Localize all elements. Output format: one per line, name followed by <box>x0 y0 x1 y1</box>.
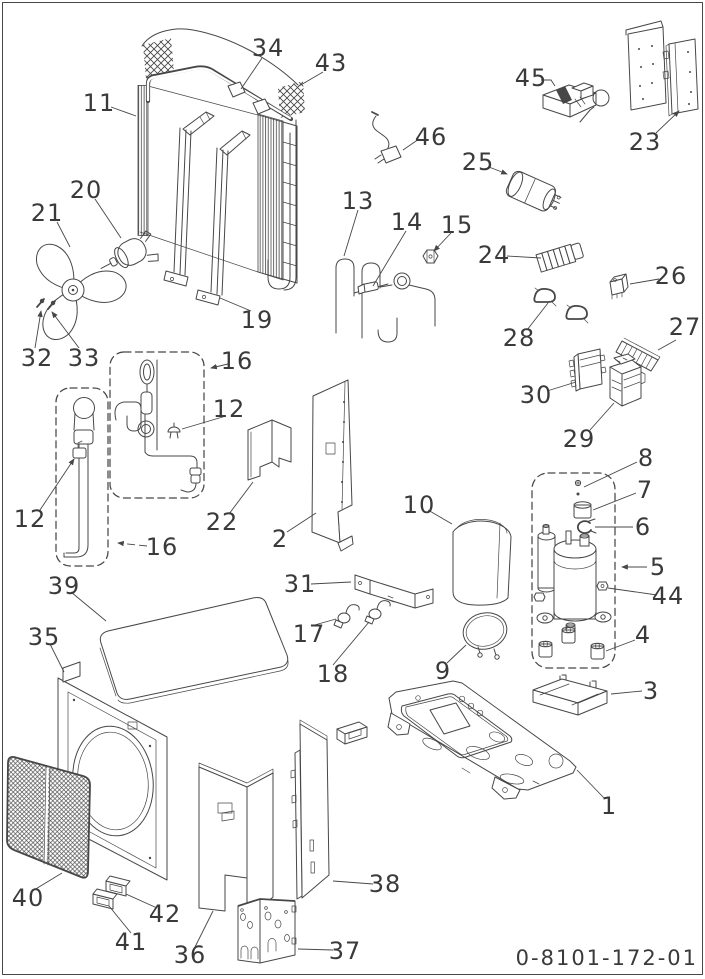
part-label-34: 34 <box>251 34 285 62</box>
part-16-capillary-assembly <box>110 352 204 498</box>
part-3-compressor-bracket <box>533 675 607 715</box>
drawing-number: 0-8101-172-01 <box>515 946 698 970</box>
part-6-clamp <box>578 519 596 533</box>
part-label-13: 13 <box>341 187 375 215</box>
part-label-46: 46 <box>414 123 448 151</box>
part-36-side-panel <box>199 763 273 920</box>
part-label-33: 33 <box>67 344 101 372</box>
part-label-20: 20 <box>69 176 103 204</box>
part-label-28: 28 <box>502 324 536 352</box>
part-label-41: 41 <box>114 928 148 956</box>
part-label-9: 9 <box>434 657 452 685</box>
part-14-valve-fitting <box>358 281 379 294</box>
part-label-36: 36 <box>173 941 207 969</box>
part-label-38: 38 <box>368 870 402 898</box>
part-label-18: 18 <box>316 660 350 688</box>
part-label-22: 22 <box>205 508 239 536</box>
part-39-top-cover <box>100 598 288 704</box>
part-label-4: 4 <box>634 621 652 649</box>
part-label-5: 5 <box>649 553 667 581</box>
part-29-contactor <box>610 354 645 406</box>
part-9-lead-wire <box>459 608 510 659</box>
part-24-terminal-board <box>536 242 584 272</box>
part-26-relay <box>610 274 628 299</box>
part-label-6: 6 <box>634 513 652 541</box>
part-label-37: 37 <box>328 937 362 965</box>
part-label-27: 27 <box>668 313 702 341</box>
part-13-pipe-assembly <box>336 259 435 342</box>
part-label-19: 19 <box>240 306 274 334</box>
part-label-39: 39 <box>47 572 81 600</box>
part-label-16b: 16 <box>220 347 254 375</box>
part-label-16a: 16 <box>145 533 179 561</box>
part-25-capacitor <box>504 169 564 216</box>
part-12-sensor-b <box>168 423 180 438</box>
part-label-3: 3 <box>642 677 660 705</box>
part-37-valve-cover <box>238 899 296 963</box>
part-label-24: 24 <box>477 241 511 269</box>
part-8-screw <box>575 480 580 495</box>
part-4-grommets <box>539 627 604 659</box>
small-bracket <box>337 722 367 744</box>
part-label-26: 26 <box>654 262 688 290</box>
part-32-33-screws <box>37 299 55 309</box>
part-label-1: 1 <box>600 792 618 820</box>
part-label-21: 21 <box>30 199 64 227</box>
part-label-12b: 12 <box>212 395 246 423</box>
part-label-25: 25 <box>461 148 495 176</box>
part-22-bracket <box>248 420 291 480</box>
part-label-42: 42 <box>148 900 182 928</box>
part-40-fan-grille <box>7 757 90 878</box>
part-label-44: 44 <box>651 582 685 610</box>
part-label-32: 32 <box>20 344 54 372</box>
part-45-protector-box <box>543 83 609 122</box>
part-19-support-brackets <box>164 112 250 305</box>
pipe-clamp-34 <box>228 82 270 114</box>
part-30-relay-block <box>569 349 606 391</box>
part-23-control-plate <box>626 21 698 116</box>
part-44-nut <box>597 582 608 590</box>
part-label-8: 8 <box>637 444 655 472</box>
part-label-43: 43 <box>314 49 348 77</box>
part-label-2: 2 <box>271 525 289 553</box>
part-label-12a: 12 <box>13 505 47 533</box>
part-20-fan-motor <box>95 230 163 286</box>
part-label-31: 31 <box>283 570 317 598</box>
part-label-45: 45 <box>514 64 548 92</box>
part-label-14: 14 <box>390 208 424 236</box>
part-label-7: 7 <box>636 476 654 504</box>
part-label-40: 40 <box>11 884 45 912</box>
part-15-flare-nut <box>423 250 438 263</box>
part-16-sensor-assembly-left <box>56 388 108 566</box>
part-11-condenser-coil <box>138 29 305 290</box>
part-38-corner-panel <box>291 720 329 899</box>
part-2-partition-panel <box>312 380 353 551</box>
part-label-23: 23 <box>628 128 662 156</box>
part-label-29: 29 <box>562 425 596 453</box>
part-label-10: 10 <box>402 491 436 519</box>
part-31-support-bracket <box>355 575 433 608</box>
part-label-17: 17 <box>292 620 326 648</box>
part-label-11: 11 <box>82 89 116 117</box>
part-7-cap <box>574 502 591 518</box>
compressor-body <box>534 525 611 638</box>
part-17-valve <box>334 605 359 628</box>
part-5-compressor-assembly <box>532 473 615 668</box>
part-label-35: 35 <box>27 623 61 651</box>
part-label-15: 15 <box>440 211 474 239</box>
part-label-30: 30 <box>519 381 553 409</box>
part-28-wire-clamps <box>534 288 588 323</box>
part-10-insulation-jacket <box>453 519 511 605</box>
part-18-valve <box>365 601 390 624</box>
part-46-thermistor <box>372 112 401 163</box>
